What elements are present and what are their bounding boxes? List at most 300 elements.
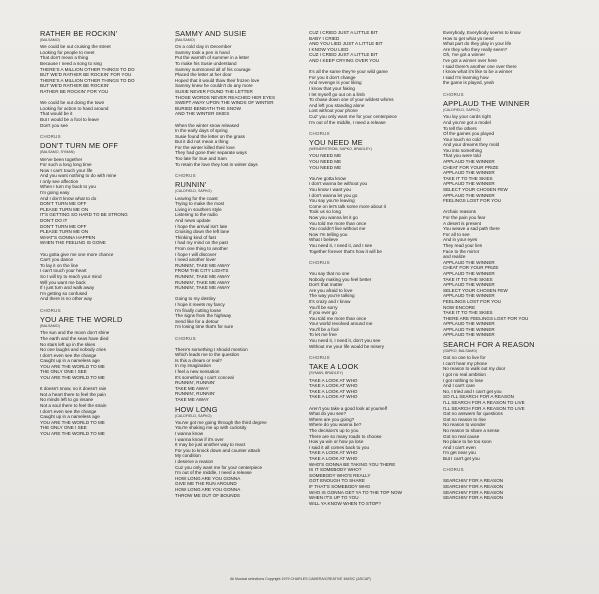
lyric-line: Looking for people to meet — [40, 49, 95, 55]
lyric-line: Your touch so cold — [443, 136, 481, 142]
lyric-line: If you ever go — [309, 310, 337, 316]
lyric-line: And I can't even — [443, 444, 476, 450]
lyric-line: That would be it — [40, 111, 73, 117]
lyric-line: GOT ENOUGH TO SHARE — [309, 478, 365, 484]
lyric-line: WILL YA KNOW WHEN TO STOP? — [309, 500, 381, 506]
lyric-line: WHO IS GONNA GET YA TO THE TOP NOW — [309, 489, 402, 495]
lyric-line: FEELINGS LOST FOR YOU — [443, 298, 502, 304]
lyric-line: Without me your life would be misery — [309, 343, 385, 349]
chorus-marker: CHORUS — [175, 172, 196, 178]
lyric-line: GIVE ME THE RUN AROUND — [175, 481, 237, 487]
lyric-line: To lay it on the line — [40, 262, 79, 268]
lyric-line: Lost without your phone — [309, 108, 358, 114]
lyric-line: I got nothing to lose — [443, 377, 484, 383]
lyric-line: FROM THE CITY LIGHTS — [175, 268, 229, 274]
lyric-line: I said there's another one over there — [443, 63, 517, 69]
lyric-line: And there is no other way — [40, 296, 93, 302]
lyric-line: How ya win or how ya lose — [309, 439, 364, 445]
lyric-line: And revenge is your liking — [309, 80, 362, 86]
lyric-line: We could be out cruising the street — [40, 44, 111, 50]
lyric-line: SEARCHIN' FOR A REASON — [443, 478, 504, 484]
lyric-line: THE ONLY ONE I SEE — [40, 369, 87, 375]
lyric-line: No reason to wonder — [443, 422, 486, 428]
lyric-line: I hope I will discover — [175, 251, 217, 257]
lyric-line: You lay your cards right — [443, 114, 491, 120]
lyric-line: Cuz' you only want me for your centerpiece — [309, 113, 397, 119]
lyric-line: I'LL SEARCH FOR A REASON TO LIVE — [443, 405, 525, 411]
lyric-line: I'm losing time that's for sure — [175, 324, 234, 330]
lyric-line: Can't you dance — [40, 257, 74, 263]
lyric-line: For you it don't change — [309, 74, 356, 80]
song-title: YOU ARE THE WORLD — [40, 315, 123, 325]
song-block — [443, 100, 575, 338]
lyric-line: BURIED BENEATH THE SNOW — [175, 105, 241, 111]
song-block — [175, 406, 307, 499]
song-block — [40, 142, 172, 313]
lyric-line: APPLAUD THE WINNER — [443, 332, 495, 338]
lyric-line: Your world revolved around me — [309, 321, 373, 327]
lyric-line: Everybody, Everybody seems to know — [443, 30, 521, 35]
lyric-line: How to get what ya need — [443, 35, 494, 41]
lyric-line: On a cold clay in December — [175, 44, 232, 50]
song-title: SEARCH FOR A REASON — [443, 340, 535, 350]
lyric-line: It may be just another way to react — [175, 442, 246, 448]
lyric-line: Going to my destiny — [175, 296, 216, 302]
lyric-line: TAKE A LOOK AT WHO — [309, 388, 358, 394]
lyric-line: For such a long long time — [40, 162, 92, 168]
lyric-line: Trying to make the most — [175, 201, 225, 207]
lyric-line: The earth and the seas have died — [40, 335, 109, 341]
lyric-line: RUNNIN', TAKE ME AWAY — [175, 273, 230, 279]
lyric-line: You gotta give me one more chance — [40, 251, 114, 257]
lyric-line: TAKE A LOOK AT WHO — [309, 383, 358, 389]
lyric-line: You say you're leaving — [309, 198, 355, 204]
lyric-line: You'll be sorry — [309, 304, 338, 310]
lyric-line: TAKE IT TO THE SKIES — [443, 175, 493, 181]
lyric-line: For you to knock down and counter attack — [175, 447, 261, 453]
lyric-line: Which leads me to the question — [175, 352, 240, 358]
lyric-line: Sammy took a pen in hand — [175, 49, 230, 55]
lyric-line: My condition — [175, 453, 201, 459]
lyric-line: APPLAUD THE WINNER — [443, 181, 495, 187]
lyric-line: That you were told — [443, 153, 481, 159]
lyric-line: CHEAT FOR YOUR PRIZE — [443, 164, 499, 170]
lyric-line: APPLAUD THE WINNER — [443, 293, 495, 299]
lyric-line: BABY I CRIED — [309, 35, 340, 41]
lyric-line: TAKE A LOOK AT WHO — [309, 455, 358, 461]
lyric-line: YOU ARE THE WORLD TO ME — [40, 419, 105, 425]
lyric-line: SOMEBODY WHO'S REALLY — [309, 472, 371, 478]
lyric-line: From one thing to another — [175, 246, 228, 251]
lyric-line: TAKE A LOOK AT WHO — [309, 394, 358, 400]
lyric-line: TAKE IT TO THE SKIES — [443, 310, 493, 316]
lyric-line: I let myself go out on a limb — [309, 91, 365, 97]
lyric-line: They read your lies — [443, 242, 483, 248]
lyric-line: APPLAUD THE WINNER — [443, 282, 495, 288]
lyric-line: IT'S GETTING SO HARD TO BE STRONG — [40, 212, 128, 218]
lyric-line: YOU ARE THE WORLD TO ME — [40, 363, 105, 369]
lyric-line: THE ONLY ONE I SEE — [40, 425, 87, 431]
lyric-line: SWEPT AWAY UPON THE WINDS OF WINTER — [175, 100, 274, 106]
lyric-line: Leaving for the coast — [175, 195, 218, 201]
lyric-line: I don't even see the change — [40, 408, 97, 414]
lyric-line: There are so many roads to choose — [309, 433, 382, 439]
lyric-line: THROW ME OUT OF BOUNDS — [175, 492, 240, 498]
lyric-line: We've been together — [40, 156, 83, 162]
song-block — [40, 30, 172, 139]
lyric-line: There's something I should mention — [175, 346, 248, 352]
lyric-line: I got no real ambition — [443, 372, 486, 378]
lyric-line: Of the games you played — [443, 131, 495, 137]
lyric-line: I know that your faking — [309, 85, 355, 91]
lyric-line: WHO'S GONNA BE TAKING YOU THERE — [309, 461, 396, 467]
lyric-line: SEARCHIN' FOR A REASON — [443, 483, 504, 489]
lyric-line: I don't wanna let you go — [309, 192, 358, 198]
lyric-line: DON'T TURN ME OFF — [40, 201, 87, 207]
song-credit: (CALDFIELD, SAPKO) — [175, 413, 212, 418]
lyric-line: Are you afraid to love — [309, 287, 353, 293]
lyric-line: AND I KEEP CRYING OVER YOU — [309, 57, 380, 63]
lyric-line: Now I'm telling you — [309, 231, 348, 237]
lyric-line: What do you see? — [309, 411, 347, 417]
lyric-line: AND THE WINTER SKIES — [175, 111, 230, 117]
lyric-line: You into something — [443, 147, 482, 153]
lyric-line: Listening to the radio — [175, 212, 218, 218]
lyric-line: I wanna know if it's over — [175, 436, 224, 442]
lyric-line: APPLAUD THE WINNER — [443, 259, 495, 265]
lyric-line: SELECT YOUR CHOSEN FEW — [443, 187, 508, 193]
lyric-line: I'm going easy — [40, 190, 70, 196]
lyric-line: HOW LONG ARE YOU GONNA — [175, 486, 241, 492]
chorus-marker: CHORUS — [175, 335, 196, 341]
lyric-line: FEELINGS LOST FOR YOU — [443, 198, 502, 204]
chorus-marker: CHORUS — [309, 259, 330, 265]
lyric-line: SELECT YOUR CHOSEN FEW — [443, 287, 508, 293]
lyric-line: Is this a dream or real? — [175, 357, 222, 363]
song-block — [309, 30, 441, 136]
lyric-line: And I can't care — [443, 383, 475, 389]
lyric-line: It's all the same they're your wild game — [309, 69, 388, 75]
lyric-line: Looking for action to hand around — [40, 105, 109, 111]
lyric-line: Come on let's talk some more about it — [309, 203, 386, 209]
lyric-line: But it did not mean a thing — [175, 139, 229, 145]
song-credit: (BALSAMO, SYMAN) — [40, 150, 75, 155]
lyric-line: APPLAUD THE WINNER — [443, 321, 495, 327]
lyric-line: Now you wanna let it go — [309, 215, 358, 221]
lyric-line: Will you want me back — [40, 279, 86, 285]
lyric-line: You're shaking me up with curiosity — [175, 425, 247, 431]
lyrics-column-1 — [40, 30, 172, 440]
lyric-line: WHAT'S GONNA HAPPEN — [40, 234, 96, 240]
lyric-line: For all to see — [443, 231, 470, 237]
lyric-line: The way you're talking — [309, 293, 355, 299]
lyric-line: To tell the others — [443, 125, 477, 131]
lyric-line: I've got a winner over here — [443, 57, 497, 63]
lyric-line: And news update — [175, 218, 211, 224]
lyric-line: Because I need a song to sing — [40, 60, 102, 66]
lyric-line: I'm getting so confused — [40, 290, 88, 296]
lyric-line: I need another lover — [175, 257, 216, 263]
lyric-line: RUNNIN', TAKE ME AWAY — [175, 279, 230, 285]
song-block — [309, 139, 441, 360]
lyric-line: Thinking kind of fast — [175, 234, 216, 240]
lyric-line: I'm get near you — [443, 450, 476, 456]
chorus-marker: CHORUS — [309, 130, 330, 136]
lyric-line: Got no reason to rise — [443, 416, 486, 422]
song-credit: (CALDFIELD, SAPKO) — [443, 108, 480, 113]
lyric-line: You need it, I need it, don't you see — [309, 338, 381, 344]
lyric-line: Living in southern style — [175, 206, 222, 212]
lyric-line: Cruising down the left lane — [175, 229, 230, 235]
lyrics-column-3 — [309, 30, 441, 509]
lyric-line: NOW ENCORE — [443, 304, 476, 310]
lyric-line: To make his Susie understand — [175, 60, 237, 66]
lyric-line: I'm out of the middle, I need a release — [309, 119, 386, 125]
lyric-line: For the winter killed their love — [175, 144, 235, 150]
lyric-line: IF THAT'S SOMEBODY WHO — [309, 483, 371, 489]
lyric-line: TAKE ME AWAY — [175, 385, 209, 391]
lyric-line: THERE ARE FEELINGS LOST FOR YOU — [443, 315, 529, 321]
lyric-line: Not a soul there to feel the strain — [40, 403, 107, 409]
lyric-line: I hope the arrival isn't late — [175, 223, 228, 229]
lyric-line: You weave a sad path there — [443, 226, 500, 232]
lyric-line: You've got me going through the third degree — [175, 419, 267, 425]
song-title: APPLAUD THE WINNER — [443, 99, 530, 109]
lyric-line: CUZ I CRIED JUST A LITTLE BIT — [309, 30, 378, 35]
lyric-line: No reason to share a sense — [443, 428, 500, 433]
lyric-line: Too late for Sue and Sam — [175, 156, 227, 162]
lyric-line: APPLAUD THE WINNER — [443, 326, 495, 332]
lyric-line: I had my mind on the past — [175, 240, 228, 246]
lyric-line: No one laughs and nobody cries — [40, 347, 106, 353]
lyric-line: Sammy knew he couldn't do any more — [175, 83, 253, 89]
chorus-marker: CHORUS — [443, 91, 464, 97]
lyric-line: Put the warmth of summer in a letter — [175, 55, 250, 61]
song-block — [175, 181, 307, 402]
lyric-line: YOU NEED ME — [309, 159, 342, 165]
lyrics-column-4 — [443, 30, 575, 504]
lyric-line: For the pain you fear — [443, 215, 486, 221]
lyric-line: Hoped that it would thaw their frozen love — [175, 77, 260, 83]
lyric-line: You know I want you — [309, 187, 351, 193]
lyric-line: If I just turn and walk away — [40, 285, 95, 291]
song-block — [309, 363, 441, 506]
lyric-line: HOW LONG ARE YOU GONNA — [175, 475, 241, 481]
lyric-line: PLEASE TURN ME ON — [40, 229, 89, 235]
lyric-line: Took us so long — [309, 209, 341, 215]
lyric-line: But I would be a fool to leave — [40, 116, 99, 122]
lyric-line: So I will try to reach your mind — [40, 273, 102, 279]
lyric-line: DON'T TURN ME OFF — [40, 223, 87, 229]
song-title: HOW LONG — [175, 404, 218, 414]
lyric-line: Oh, I've got a winner — [443, 52, 485, 58]
song-title: SAMMY AND SUSIE — [175, 29, 247, 38]
lyric-line: APPLAUD THE WINNER — [443, 170, 495, 176]
lyric-line: You told me more than once — [309, 220, 367, 226]
lyric-line: No minds left to go insane — [40, 397, 94, 403]
copyright-footer: All Musical selections Copyright 1979 CHARLES CAMERA/CREATIVE MUSIC (ASCAP) — [230, 577, 371, 581]
lyric-line: I said it all comes back to you — [309, 444, 370, 450]
lyric-line: PLEASE TURN ME ON — [40, 206, 89, 212]
song-title: YOU NEED ME — [309, 138, 363, 148]
chorus-marker: CHORUS — [40, 307, 61, 313]
lyric-line: DON'T DO IT — [40, 218, 68, 224]
lyric-line: The decision's up to you — [309, 428, 359, 433]
lyric-line: And left you standing alone — [309, 102, 365, 108]
lyric-line: Got no answers for questions — [443, 411, 503, 417]
lyric-line: You've gotta know — [309, 175, 346, 181]
song-title: RUNNIN' — [175, 180, 207, 190]
lyric-line: We could be out doing the town — [40, 100, 105, 106]
lyric-line: Archaic reasons — [443, 209, 476, 215]
lyric-line: TAKE IT TO THE SKIES — [443, 276, 493, 282]
lyric-line: I can't hear my phone — [443, 360, 488, 366]
lyric-line: I feel a new sensation — [175, 369, 220, 375]
lyric-line: Don't that matter — [309, 282, 343, 288]
lyric-line: I'm finally cutting loose — [175, 307, 222, 313]
lyric-line: I KNOW YOU LIED — [309, 46, 349, 52]
lyric-line: TAKE ME AWAY — [175, 397, 209, 403]
lyric-line: I can't touch your heart — [40, 268, 87, 274]
song-credit: (CALDFIELD, SAPKO) — [175, 189, 212, 194]
lyric-line: I deserve a reason — [175, 458, 214, 464]
lyric-line: Not a heart there to feel the pain — [40, 391, 106, 397]
lyric-line: SO I'LL SEARCH FOR A REASON — [443, 394, 514, 400]
lyric-line: APPLAUD THE WINNER — [443, 192, 495, 198]
lyric-line: CHEAT FOR YOUR PRIZE — [443, 265, 499, 271]
song-title: TAKE A LOOK — [309, 362, 359, 372]
lyric-line: Caught up in a nameless age — [40, 414, 100, 420]
lyric-line: THOSE WORDS NEVER REACHED HER EYES — [175, 94, 276, 100]
lyric-line: YOU NEED ME — [309, 164, 342, 170]
lyric-line: You told me more than once — [309, 315, 367, 321]
lyric-line: RUNNIN', TAKE ME AWAY — [175, 285, 230, 291]
lyric-line: And you want nothing to do with mine — [40, 173, 117, 179]
lyric-line: Where are you going? — [309, 416, 355, 422]
lyric-line: YOU ARE THE WORLD TO ME — [40, 431, 105, 437]
lyric-line: RUNNIN', RUNNIN' — [175, 391, 216, 397]
lyric-line: Sammy summoned all of his courage — [175, 66, 251, 72]
lyrics-column-2 — [175, 30, 307, 501]
lyric-line: I said I'm learning how — [443, 74, 489, 80]
lyric-line: And you've got a model — [443, 119, 491, 125]
lyric-line: Got no real cause — [443, 433, 480, 439]
lyric-line: I know what it's like to be a winner — [443, 69, 513, 75]
song-block — [175, 30, 307, 178]
lyric-line: Got no one to live for — [443, 355, 486, 361]
lyric-line: and realize — [443, 254, 466, 260]
lyric-line: You'll be a fool — [309, 326, 339, 332]
lyric-line: I hope it meets my fancy — [175, 301, 225, 307]
song-credit: (SYMAN, BRADLEY) — [309, 371, 343, 376]
lyric-line: Nobody making you feel better — [309, 276, 372, 282]
lyric-line: When I turn my back to you — [40, 184, 96, 190]
song-credit: (BALSAMO) — [40, 38, 60, 42]
lyric-line: What I believe — [309, 237, 339, 243]
song-credit: (SAPKO, BALSAMO) — [443, 349, 478, 354]
lyric-line: You need it, I need it, and I see — [309, 242, 373, 248]
lyric-line: Together forever that's how it will be — [309, 248, 382, 254]
lyric-line: In my imagination — [175, 363, 212, 369]
lyric-line: IS IT SOMEBODY WHO? — [309, 467, 362, 473]
lyric-line: BUT WE'D RATHER BE ROCKIN' FOR YOU — [40, 72, 132, 78]
lyric-line: Don't you see — [40, 122, 68, 128]
lyric-line: The sun and the moon don't shine — [40, 330, 110, 336]
lyric-line: THERE'S A MILLION OTHER THINGS TO DO — [40, 66, 135, 72]
lyric-line: Where do you wanna be? — [309, 422, 362, 428]
lyric-line: No stars left up in the skies — [40, 341, 96, 347]
lyric-line: But I can't get you — [443, 455, 480, 461]
chorus-marker: CHORUS — [309, 354, 330, 360]
song-credit: (BALSAMO) — [40, 324, 60, 329]
lyric-line: You couldn't live without me — [309, 226, 366, 232]
lyric-line: A desert is present — [443, 220, 482, 226]
lyric-line: Aren't you take a good look at yourself — [309, 405, 387, 411]
lyric-line: What part do they play in your life — [443, 41, 512, 47]
lyric-line: In the early days of spring — [175, 128, 228, 134]
lyric-line: SEARCHIN' FOR A REASON — [443, 495, 504, 501]
song-credit: (WEINERSTROM, SAPKO, BRADLEY) — [309, 147, 372, 152]
lyric-line: I'm out of the middle, I need a release — [175, 470, 252, 476]
lyric-line: No reason to walk out my door — [443, 366, 506, 372]
lyric-line: Cuz you only want me for your centerpiece — [175, 464, 263, 470]
lyric-line: YOU NEED ME — [309, 153, 342, 159]
lyric-line: Caught up in a nameless age — [40, 358, 100, 364]
lyric-line: TAKE A LOOK AT WHO — [309, 450, 358, 456]
lyric-line: You say that no one — [309, 270, 350, 276]
lyric-line: APPLAUD THE WINNER — [443, 159, 495, 165]
lyric-line: SUSIE NEVER FOUND THE LETTER — [175, 88, 253, 94]
lyric-line: When the winter snow released — [175, 122, 240, 128]
song-title: DON'T TURN ME OFF — [40, 141, 119, 151]
chorus-marker: CHORUS — [443, 467, 464, 473]
lyric-line: RUNNIN', TAKE ME AWAY — [175, 262, 230, 268]
lyric-line: Are they who they really seem? — [443, 46, 508, 52]
song-block — [443, 341, 575, 501]
lyric-line: WHEN THE FEELING IS GONE — [40, 240, 106, 246]
lyric-line: WHEN IT'S UP TO YOU — [309, 495, 359, 501]
lyric-line: And your dreams they mold — [443, 142, 500, 148]
lyric-line: Send like for a detour — [175, 318, 219, 324]
lyric-line: That don't mean a thing — [40, 55, 89, 61]
lyric-line: I don't wanna be without you — [309, 181, 368, 187]
lyric-line: And in your eyes — [443, 237, 478, 243]
song-block — [40, 316, 172, 436]
song-credit: (BALSAMO) — [175, 38, 195, 42]
lyric-line: AND YOU LIED JUST A LITTLE BIT — [309, 41, 383, 47]
lyric-line: RATHER BE ROCKIN' FOR YOU — [40, 88, 109, 94]
lyric-line: the game is played, yeah — [443, 80, 495, 86]
lyric-line: I don't even see the change — [40, 352, 97, 358]
lyric-line: To let me free — [309, 332, 337, 338]
lyric-line: Now I can't touch your life — [40, 167, 93, 173]
chorus-marker: CHORUS — [40, 133, 61, 139]
lyric-line: CUZ I CRIED JUST A LITTLE BIT — [309, 52, 378, 58]
lyric-line: It's something I can't conceal — [175, 374, 234, 380]
lyric-line: TAKE A LOOK AT WHO — [309, 377, 358, 383]
lyric-line: They had gone their separate ways — [175, 150, 247, 156]
lyric-line: THERE'S A MILLION OTHER THINGS TO DO — [40, 77, 135, 83]
lyric-line: APPLAUD THE WINNER — [443, 270, 495, 276]
song-title: RATHER BE ROCKIN' — [40, 29, 118, 38]
lyric-line: SEARCHIN' FOR A REASON — [443, 489, 504, 495]
lyric-line: No, I tried and I can't get you — [443, 388, 502, 394]
lyric-line: To chase down one of your wildest whims — [309, 97, 394, 103]
lyric-line: YOU ARE THE WORLD TO ME — [40, 375, 105, 381]
lyric-line: To retain the love they lost in winter days — [175, 161, 258, 167]
lyric-line: And I don't know what to do — [40, 195, 97, 201]
lyric-line: It's crazy and I know — [309, 298, 351, 304]
